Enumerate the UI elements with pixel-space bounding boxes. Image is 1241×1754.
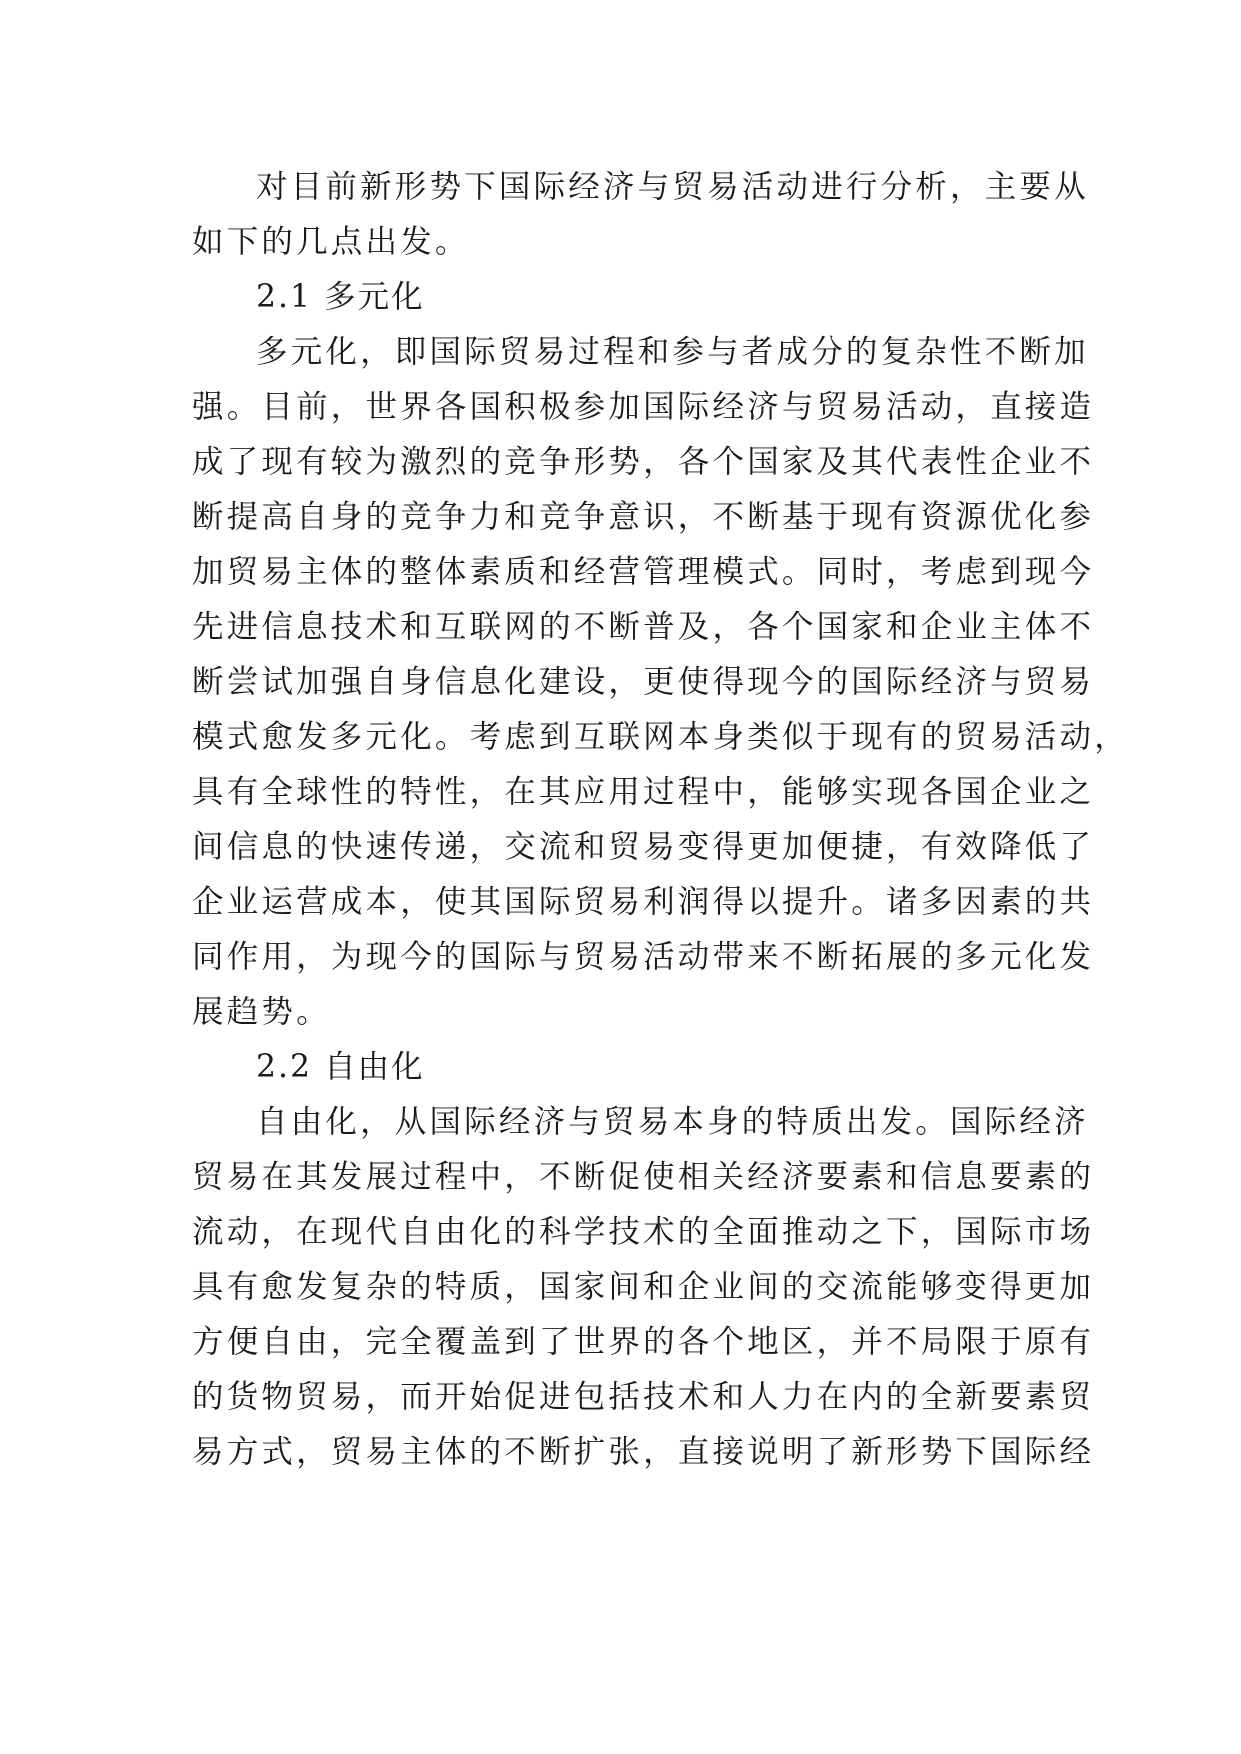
paragraph-line: 易方式，贸易主体的不断扩张，直接说明了新形势下国际经 bbox=[192, 1434, 1095, 1470]
paragraph-line: 具有愈发复杂的特质，国家间和企业间的交流能够变得更加 bbox=[192, 1269, 1095, 1305]
paragraph-line: 先进信息技术和互联网的不断普及，各个国家和企业主体不 bbox=[192, 609, 1095, 645]
paragraph-line: 多元化，即国际贸易过程和参与者成分的复杂性不断加 bbox=[256, 334, 1089, 370]
paragraph-line: 间信息的快速传递，交流和贸易变得更加便捷，有效降低了 bbox=[192, 829, 1095, 865]
paragraph-line: 贸易在其发展过程中，不断促使相关经济要素和信息要素的 bbox=[192, 1159, 1095, 1195]
paragraph-line: 企业运营成本，使其国际贸易利润得以提升。诸多因素的共 bbox=[192, 884, 1095, 920]
paragraph-line: 强。目前，世界各国积极参加国际经济与贸易活动，直接造 bbox=[192, 389, 1095, 425]
paragraph-line: 展趋势。 bbox=[192, 994, 331, 1030]
paragraph-line: 断尝试加强自身信息化建设，更使得现今的国际经济与贸易 bbox=[192, 664, 1095, 700]
paragraph-line: 对目前新形势下国际经济与贸易活动进行分析，主要从 bbox=[256, 169, 1089, 205]
paragraph-line: 的货物贸易，而开始促进包括技术和人力在内的全新要素贸 bbox=[192, 1379, 1095, 1415]
section-heading-2-2: 2.2 自由化 bbox=[256, 1049, 425, 1085]
paragraph-line: 流动，在现代自由化的科学技术的全面推动之下，国际市场 bbox=[192, 1214, 1095, 1250]
paragraph-line: 方便自由，完全覆盖到了世界的各个地区，并不局限于原有 bbox=[192, 1324, 1095, 1360]
paragraph-line: 同作用，为现今的国际与贸易活动带来不断拓展的多元化发 bbox=[192, 939, 1095, 975]
document-body bbox=[192, 160, 1129, 1480]
paragraph-line: 模式愈发多元化。考虑到互联网本身类似于现有的贸易活动， bbox=[192, 719, 1129, 755]
paragraph-line: 成了现有较为激烈的竞争形势，各个国家及其代表性企业不 bbox=[192, 444, 1095, 480]
paragraph-line: 断提高自身的竞争力和竞争意识，不断基于现有资源优化参 bbox=[192, 499, 1095, 535]
section-heading-2-1: 2.1 多元化 bbox=[256, 279, 425, 315]
paragraph-line: 具有全球性的特性，在其应用过程中，能够实现各国企业之 bbox=[192, 774, 1095, 810]
paragraph-line: 如下的几点出发。 bbox=[192, 224, 470, 260]
paragraph-line: 自由化，从国际经济与贸易本身的特质出发。国际经济 bbox=[256, 1104, 1089, 1140]
paragraph-line: 加贸易主体的整体素质和经营管理模式。同时，考虑到现今 bbox=[192, 554, 1095, 590]
